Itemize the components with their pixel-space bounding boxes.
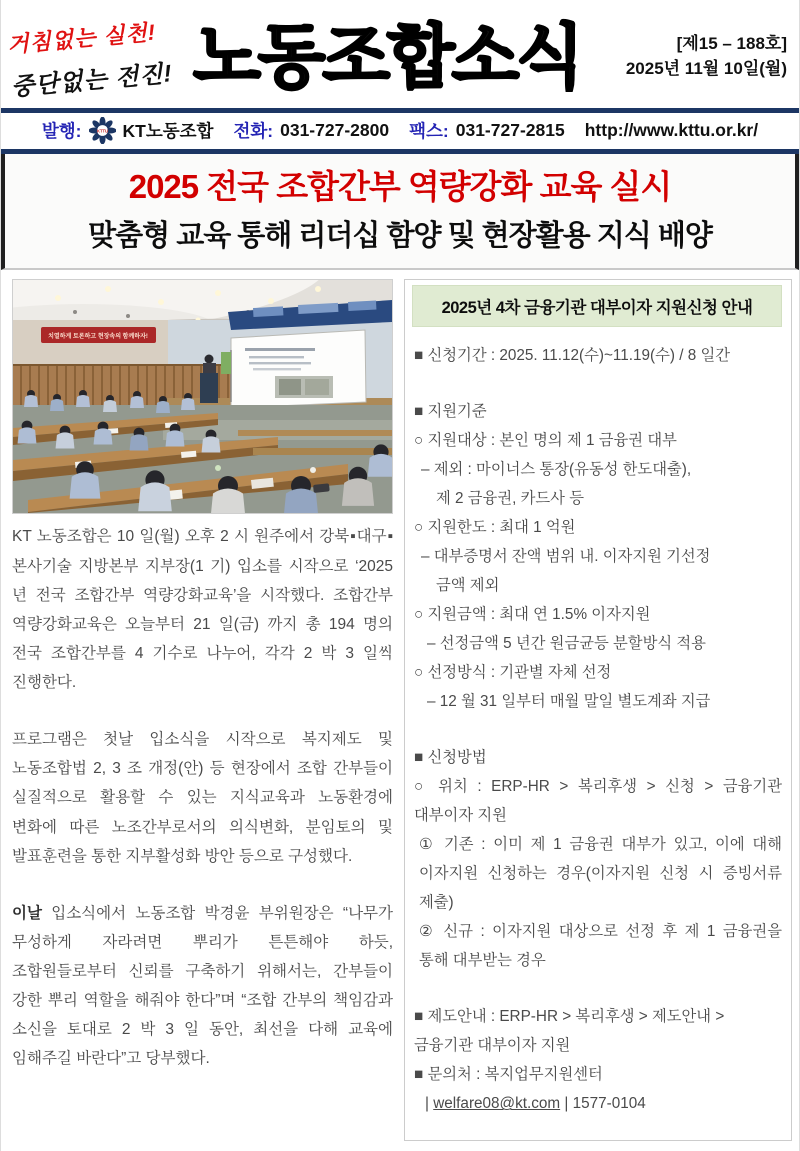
- notice-contact-line: [412, 1089, 782, 1118]
- notice-line-exclude2: 제 2 금융권, 카드사 등: [436, 490, 584, 508]
- contact-email-link[interactable]: welfare08@kt.com: [433, 1095, 561, 1113]
- phone-group: [233, 118, 389, 143]
- notice-line-limit: ○ 지원한도 : 최대 1 억원: [414, 519, 576, 537]
- notice-line-location: ○ 위치 : ERP-HR > 복리후생 > 신청 > 금융기관 대부이자 지원: [414, 778, 782, 825]
- article-body: [12, 522, 393, 1073]
- website-url[interactable]: http://www.kttu.or.kr/: [584, 120, 759, 140]
- contact-prefix: |: [425, 1095, 429, 1113]
- slogan-line1: 거침없는 실천!: [6, 19, 158, 58]
- article-paragraph-1: KT 노동조합은 10 일(월) 오후 2 시 원주에서 강북▪대구▪본사기술 지방본부 지부장(1 기) 입소를 시작으로 ‘2025 년 전국 조합간부 역량강화교육’을 시작했다. 조합간부 역량강화교육은 오늘부터 21 일(금) 까지 총 194 명의 전국 조합간부를 4 기수로 나누어, 각각 2 박 3 일씩 진행한다.: [12, 528, 393, 692]
- publisher-group: [42, 117, 214, 144]
- article-paragraph-3: [12, 899, 393, 1074]
- main-headline: 2025 전국 조합간부 역량강화 교육 실시: [128, 168, 672, 205]
- notice-line-exclude: – 제외 : 마이너스 통장(유동성 한도대출),: [421, 461, 692, 479]
- notice-line-target: ○ 지원대상 : 본인 명의 제 1 금융권 대부: [414, 432, 677, 450]
- headline-box: [1, 154, 799, 270]
- notice-line-amount-note: – 선정금액 5 년간 원금균등 분할방식 적용: [427, 635, 706, 653]
- content-columns: [1, 270, 799, 1141]
- notice-line-inquiry: ■ 문의처 : 복지업무지원센터: [414, 1066, 603, 1084]
- publisher-bar: [1, 108, 799, 154]
- notice-line-period: ■ 신청기간 : 2025. 11.12(수)~11.19(수) / 8 일간: [414, 347, 731, 365]
- paragraph-3-rest: 입소식에서 노동조합 박경윤 부위원장은 “나무가 무성하게 자라려면 뿌리가 튼튼해야 하듯, 조합원들로부터 신뢰를 구축하기 위해서는, 간부들이 강한 뿌리 역할을 해줘야 한다”며 “조합 간부의 책임감과 소신을 토대로 2 박 3 일 동안, 최선을 다해 교육에 임해주길 바란다”고 당부했다.: [12, 904, 393, 1068]
- notice-line-amount: ○ 지원금액 : 최대 연 1.5% 이자지원: [414, 606, 651, 624]
- notice-line-howto: ■ 신청방법: [414, 749, 487, 767]
- slogan-line2: 중단없는 전진!: [10, 60, 174, 102]
- notice-line-limit-note2: 금액 제외: [436, 577, 500, 595]
- notice-line-limit-note: – 대부증명서 잔액 범위 내. 이자지원 기선정: [421, 548, 711, 566]
- fax-label: 팩스:: [409, 121, 449, 141]
- masthead: [1, 0, 799, 108]
- article-column: [12, 279, 393, 1073]
- notice-line-new: ② 신규 : 이자지원 대상으로 선정 후 제 1 금융권을 통해 대부받는 경우: [419, 923, 782, 970]
- notice-line-criteria: ■ 지원기준: [414, 403, 487, 421]
- notice-line-selection: ○ 선정방식 : 기관별 자체 선정: [414, 664, 612, 682]
- notice-line-existing: ① 기존 : 이미 제 1 금융권 대부가 있고, 이에 대해 이자지원 신청하는 경우(이자지원 신청 시 증빙서류 제출): [419, 836, 782, 912]
- kttu-logo-icon: [89, 117, 116, 144]
- notice-line-payment: – 12 월 31 일부터 매월 말일 별도계좌 지급: [427, 693, 711, 711]
- phone-label: 전화:: [233, 121, 274, 141]
- issue-date: 2025년 11월 10일(월): [625, 59, 787, 78]
- publisher-label: 발행:: [41, 121, 82, 141]
- contact-separator: |: [564, 1095, 569, 1113]
- notice-title: 2025년 4차 금융기관 대부이자 지원신청 안내: [412, 285, 782, 327]
- kttu-logo-text: KTTU: [96, 128, 108, 134]
- publisher-name: KT노동조합: [122, 121, 214, 141]
- article-paragraph-2: 프로그램은 첫날 입소식을 시작으로 복지제도 및 노동조합법 2, 3 조 개정(안) 등 현장에서 조합 간부들이 실질적으로 활용할 수 있는 지식교육과 노동환경에 변화에 따른 노조간부로서의 의식변화, 분임토의 및 발표훈련을 통한 지부활성화 방안 등으로 구성했다.: [12, 731, 393, 865]
- phone-number: 031-727-2800: [280, 120, 390, 140]
- lecture-photo-illustration: [13, 280, 392, 513]
- paragraph-3-lead: 이날: [12, 904, 42, 922]
- notice-line-guide: ■ 제도안내 : ERP-HR > 복리후생 > 제도안내 > 금융기관 대부이자 지원: [414, 1008, 725, 1055]
- photo-banner-text: 치열하게 토론하고 현장속의 함께하자!: [48, 334, 148, 341]
- lecture-hall-photo: [12, 279, 393, 514]
- masthead-issue-info: [597, 31, 789, 82]
- issue-number: [제15 – 188호]: [676, 33, 787, 53]
- notice-body: [412, 341, 782, 1118]
- newsletter-title: 노동조합소식: [193, 18, 581, 96]
- notice-box: [404, 279, 792, 1141]
- sub-headline: 맞춤형 교육 통해 리더십 함양 및 현장활용 지식 배양: [88, 219, 712, 252]
- contact-phone: 1577-0104: [572, 1095, 646, 1113]
- fax-number: 031-727-2815: [455, 120, 565, 140]
- masthead-slogan: [6, 14, 180, 102]
- fax-group: [409, 118, 565, 143]
